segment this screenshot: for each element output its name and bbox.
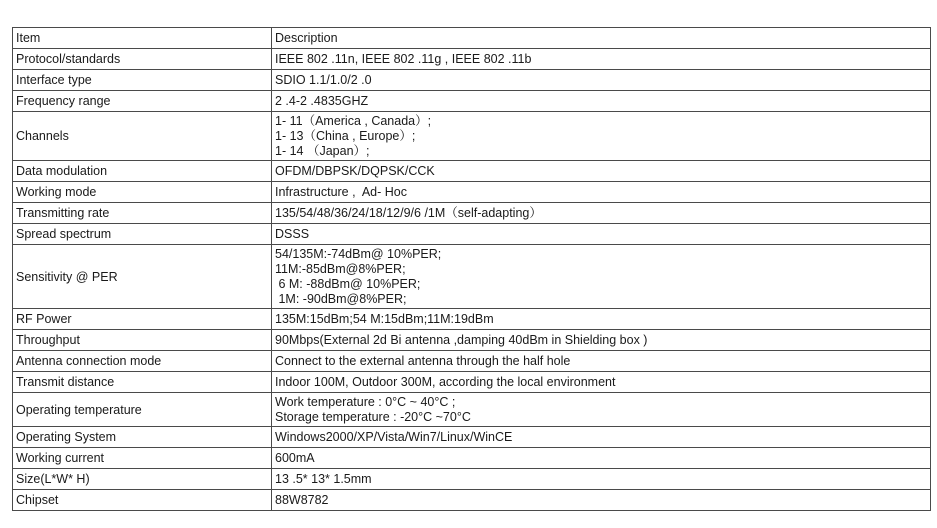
item-cell: Size(L*W* H) [13,469,272,490]
item-cell: Channels [13,112,272,161]
item-cell: Operating temperature [13,393,272,427]
description-line: 88W8782 [275,493,329,507]
table-row [13,393,931,427]
item-cell: Transmitting rate [13,203,272,224]
table-row [13,245,931,309]
table-row [13,203,931,224]
description-cell [272,372,931,393]
item-cell: Working current [13,448,272,469]
description-line: 2 .4-2 .4835GHZ [275,94,369,108]
description-cell [272,49,931,70]
description-line: OFDM/DBPSK/DQPSK/CCK [275,164,435,178]
table-header-row [13,28,931,49]
description-cell [272,245,931,309]
table-row [13,427,931,448]
item-cell: Data modulation [13,161,272,182]
item-cell: Frequency range [13,91,272,112]
table-row [13,330,931,351]
description-line: Infrastructure , Ad- Hoc [275,185,407,199]
description-line: 54/135M:-74dBm@ 10%PER; [275,247,442,261]
description-line: 600mA [275,451,315,465]
item-cell: Spread spectrum [13,224,272,245]
item-cell: Protocol/standards [13,49,272,70]
item-cell: Sensitivity @ PER [13,245,272,309]
description-line: 6 M: -88dBm@ 10%PER; [275,277,421,291]
description-line: 11M:-85dBm@8%PER; [275,262,406,276]
description-line: 1- 14 （Japan）; [275,144,370,158]
header-description-cell [272,28,931,49]
item-cell: Operating System [13,427,272,448]
table-row [13,469,931,490]
description-cell [272,112,931,161]
table-row [13,91,931,112]
description-cell [272,203,931,224]
table-row [13,70,931,91]
header-item-cell: Item [13,28,272,49]
table-row [13,448,931,469]
table-row [13,490,931,511]
table-row [13,49,931,70]
description-line: Description [275,31,338,45]
description-line: Indoor 100M, Outdoor 300M, according the local environment [275,375,616,389]
description-line: Storage temperature : -20°C ~70°C [275,410,471,424]
description-line: SDIO 1.1/1.0/2 .0 [275,73,372,87]
description-cell [272,393,931,427]
description-line: 1M: -90dBm@8%PER; [275,292,407,306]
description-cell [272,490,931,511]
spec-table [12,27,931,511]
table-row [13,351,931,372]
description-line: Connect to the external antenna through the half hole [275,354,571,368]
item-cell: Working mode [13,182,272,203]
description-cell [272,448,931,469]
table-row [13,161,931,182]
table-row [13,309,931,330]
item-cell: Interface type [13,70,272,91]
description-line: 135/54/48/36/24/18/12/9/6 /1M（self-adapting） [275,206,542,220]
description-line: Work temperature : 0°C ~ 40°C ; [275,395,456,409]
description-cell [272,469,931,490]
item-cell: Chipset [13,490,272,511]
description-line: Windows2000/XP/Vista/Win7/Linux/WinCE [275,430,513,444]
item-cell: Transmit distance [13,372,272,393]
description-line: IEEE 802 .11n, IEEE 802 .11g , IEEE 802 .11b [275,52,532,66]
description-line: DSSS [275,227,310,241]
description-cell [272,330,931,351]
description-cell [272,70,931,91]
description-line: 90Mbps(External 2d Bi antenna ,damping 40dBm in Shielding box ) [275,333,648,347]
description-line: 1- 11（America , Canada）; [275,114,432,128]
description-line: 1- 13（China , Europe）; [275,129,416,143]
table-row [13,224,931,245]
item-cell: Throughput [13,330,272,351]
item-cell: RF Power [13,309,272,330]
description-cell [272,309,931,330]
description-cell [272,351,931,372]
description-cell [272,161,931,182]
spec-table-body [13,28,931,511]
description-cell [272,224,931,245]
table-row [13,112,931,161]
table-row [13,182,931,203]
description-cell [272,182,931,203]
description-line: 13 .5* 13* 1.5mm [275,472,372,486]
table-row [13,372,931,393]
item-cell: Antenna connection mode [13,351,272,372]
description-cell [272,91,931,112]
description-line: 135M:15dBm;54 M:15dBm;11M:19dBm [275,312,494,326]
description-cell [272,427,931,448]
